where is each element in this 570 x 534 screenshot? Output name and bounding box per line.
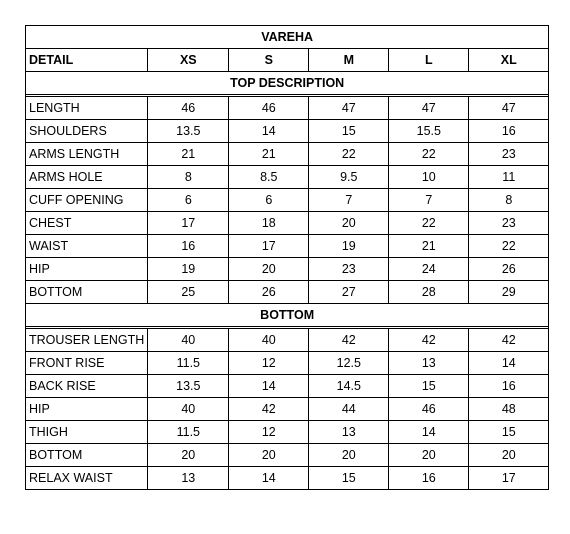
value-cell-xs: 13 [148, 467, 229, 490]
column-header-s: S [229, 49, 309, 72]
value-cell-xl: 29 [469, 281, 549, 304]
measurement-label: BACK RISE [26, 375, 148, 398]
measurement-label: HIP [26, 258, 148, 281]
value-cell-m: 20 [309, 444, 389, 467]
value-cell-l: 10 [389, 166, 469, 189]
value-cell-xs: 16 [148, 235, 229, 258]
table-row [26, 467, 549, 490]
value-cell-xs: 6 [148, 189, 229, 212]
section-heading-row [26, 72, 549, 95]
value-cell-l: 7 [389, 189, 469, 212]
value-cell-l: 13 [389, 352, 469, 375]
value-cell-l: 15 [389, 375, 469, 398]
value-cell-m: 27 [309, 281, 389, 304]
value-cell-s: 6 [229, 189, 309, 212]
value-cell-s: 46 [229, 97, 309, 120]
value-cell-s: 8.5 [229, 166, 309, 189]
value-cell-xl: 16 [469, 120, 549, 143]
value-cell-xl: 42 [469, 329, 549, 352]
value-cell-m: 23 [309, 258, 389, 281]
value-cell-s: 40 [229, 329, 309, 352]
measurement-label: CUFF OPENING [26, 189, 148, 212]
size-chart-table [25, 25, 549, 490]
value-cell-s: 12 [229, 352, 309, 375]
value-cell-xs: 11.5 [148, 352, 229, 375]
column-header-xl: XL [469, 49, 549, 72]
measurement-label: BOTTOM [26, 281, 148, 304]
measurement-label: ARMS HOLE [26, 166, 148, 189]
value-cell-l: 21 [389, 235, 469, 258]
value-cell-l: 15.5 [389, 120, 469, 143]
value-cell-l: 47 [389, 97, 469, 120]
value-cell-xl: 11 [469, 166, 549, 189]
value-cell-m: 22 [309, 143, 389, 166]
value-cell-xs: 25 [148, 281, 229, 304]
table-row [26, 444, 549, 467]
value-cell-s: 14 [229, 467, 309, 490]
measurement-label: THIGH [26, 421, 148, 444]
value-cell-xs: 17 [148, 212, 229, 235]
value-cell-xl: 20 [469, 444, 549, 467]
value-cell-m: 15 [309, 467, 389, 490]
value-cell-s: 14 [229, 120, 309, 143]
measurement-label: RELAX WAIST [26, 467, 148, 490]
value-cell-m: 42 [309, 329, 389, 352]
chart-title: VAREHA [26, 26, 549, 49]
value-cell-s: 20 [229, 258, 309, 281]
table-row [26, 120, 549, 143]
value-cell-s: 42 [229, 398, 309, 421]
value-cell-l: 22 [389, 143, 469, 166]
table-row [26, 143, 549, 166]
value-cell-xs: 13.5 [148, 120, 229, 143]
table-row [26, 398, 549, 421]
value-cell-l: 14 [389, 421, 469, 444]
value-cell-s: 14 [229, 375, 309, 398]
value-cell-xs: 20 [148, 444, 229, 467]
value-cell-xl: 47 [469, 97, 549, 120]
value-cell-l: 20 [389, 444, 469, 467]
value-cell-m: 15 [309, 120, 389, 143]
value-cell-s: 17 [229, 235, 309, 258]
table-row [26, 352, 549, 375]
value-cell-xs: 19 [148, 258, 229, 281]
value-cell-xl: 23 [469, 212, 549, 235]
value-cell-xl: 8 [469, 189, 549, 212]
value-cell-m: 9.5 [309, 166, 389, 189]
table-row [26, 258, 549, 281]
value-cell-m: 19 [309, 235, 389, 258]
value-cell-xs: 13.5 [148, 375, 229, 398]
value-cell-xl: 22 [469, 235, 549, 258]
value-cell-m: 14.5 [309, 375, 389, 398]
value-cell-xl: 26 [469, 258, 549, 281]
measurement-label: CHEST [26, 212, 148, 235]
table-row [26, 421, 549, 444]
table-row [26, 97, 549, 120]
table-row [26, 281, 549, 304]
measurement-label: TROUSER LENGTH [26, 329, 148, 352]
table-row [26, 235, 549, 258]
measurement-label: ARMS LENGTH [26, 143, 148, 166]
value-cell-xs: 46 [148, 97, 229, 120]
value-cell-xs: 40 [148, 398, 229, 421]
value-cell-xs: 40 [148, 329, 229, 352]
section-heading-row [26, 304, 549, 327]
value-cell-m: 7 [309, 189, 389, 212]
measurement-label: LENGTH [26, 97, 148, 120]
column-header-l: L [389, 49, 469, 72]
title-row [26, 26, 549, 49]
table-row [26, 189, 549, 212]
column-header-xs: XS [148, 49, 229, 72]
table-row [26, 375, 549, 398]
measurement-label: BOTTOM [26, 444, 148, 467]
table-row [26, 166, 549, 189]
value-cell-xl: 17 [469, 467, 549, 490]
value-cell-l: 42 [389, 329, 469, 352]
column-header-detail: DETAIL [26, 49, 148, 72]
value-cell-m: 20 [309, 212, 389, 235]
measurement-label: SHOULDERS [26, 120, 148, 143]
section-heading: BOTTOM [26, 304, 549, 327]
value-cell-m: 12.5 [309, 352, 389, 375]
value-cell-m: 44 [309, 398, 389, 421]
value-cell-s: 12 [229, 421, 309, 444]
measurement-label: HIP [26, 398, 148, 421]
value-cell-s: 20 [229, 444, 309, 467]
column-header-m: M [309, 49, 389, 72]
value-cell-l: 22 [389, 212, 469, 235]
value-cell-xl: 14 [469, 352, 549, 375]
header-row [26, 49, 549, 72]
value-cell-xl: 23 [469, 143, 549, 166]
value-cell-s: 18 [229, 212, 309, 235]
value-cell-xl: 48 [469, 398, 549, 421]
value-cell-xl: 15 [469, 421, 549, 444]
value-cell-xs: 8 [148, 166, 229, 189]
value-cell-s: 26 [229, 281, 309, 304]
value-cell-xs: 11.5 [148, 421, 229, 444]
table-row [26, 212, 549, 235]
section-heading: TOP DESCRIPTION [26, 72, 549, 95]
measurement-label: WAIST [26, 235, 148, 258]
value-cell-xl: 16 [469, 375, 549, 398]
value-cell-l: 46 [389, 398, 469, 421]
value-cell-m: 13 [309, 421, 389, 444]
value-cell-s: 21 [229, 143, 309, 166]
value-cell-xs: 21 [148, 143, 229, 166]
value-cell-l: 28 [389, 281, 469, 304]
value-cell-m: 47 [309, 97, 389, 120]
table-row [26, 329, 549, 352]
measurement-label: FRONT RISE [26, 352, 148, 375]
value-cell-l: 16 [389, 467, 469, 490]
value-cell-l: 24 [389, 258, 469, 281]
